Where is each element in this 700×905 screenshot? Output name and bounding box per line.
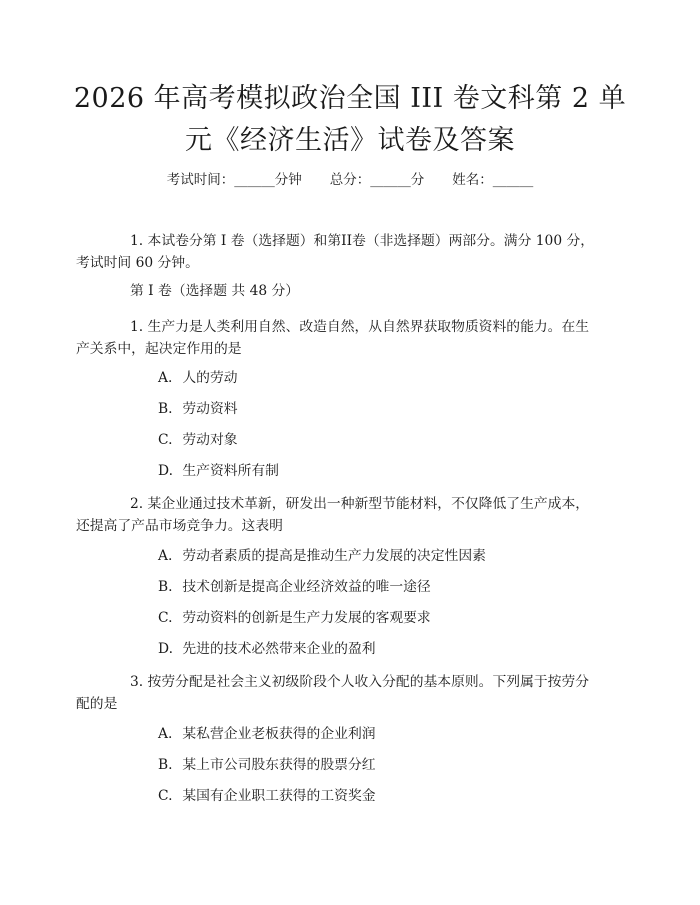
option-letter: C. <box>158 610 173 626</box>
option-letter: B. <box>158 757 173 773</box>
q1-option-d[interactable] <box>158 461 279 481</box>
option-letter: D. <box>158 641 173 657</box>
exam-meta <box>0 168 700 188</box>
question-2-line-1: 2. 某企业通过技术革新，研发出一种新型节能材料，不仅降低了生产成本， <box>130 496 590 512</box>
option-text: 某国有企业职工获得的工资奖金 <box>182 788 376 804</box>
exam-name: 姓名：______ <box>452 172 534 188</box>
instruction-line-1: 1. 本试卷分第 I 卷（选择题）和第II卷（非选择题）两部分。满分 100 分， <box>130 233 595 249</box>
option-text: 劳动者素质的提高是推动生产力发展的决定性因素 <box>182 548 486 564</box>
question-2 <box>76 493 600 537</box>
option-text: 劳动资料 <box>182 401 238 417</box>
question-1 <box>76 316 600 360</box>
exam-score: 总分：______分 <box>329 172 425 188</box>
q2-option-b[interactable] <box>158 577 431 597</box>
title-line-1: 2026 年高考模拟政治全国 III 卷文科第 2 单 <box>73 83 627 114</box>
option-text: 先进的技术必然带来企业的盈利 <box>182 641 376 657</box>
q2-option-c[interactable] <box>158 608 431 628</box>
q3-option-a[interactable] <box>158 724 376 744</box>
question-3 <box>76 671 600 715</box>
q3-option-c[interactable] <box>158 786 376 806</box>
option-letter: A. <box>158 370 173 386</box>
option-text: 技术创新是提高企业经济效益的唯一途径 <box>182 579 431 595</box>
question-3-line-2: 配的是 <box>76 696 118 712</box>
option-text: 某私营企业老板获得的企业利润 <box>182 726 376 742</box>
section-header <box>76 280 600 302</box>
option-letter: C. <box>158 432 173 448</box>
q1-option-a[interactable] <box>158 368 238 388</box>
option-text: 人的劳动 <box>182 370 238 386</box>
option-letter: A. <box>158 548 173 564</box>
q2-option-a[interactable] <box>158 546 486 566</box>
instruction-line-2: 考试时间 60 分钟。 <box>76 255 199 271</box>
option-letter: B. <box>158 579 173 595</box>
question-2-line-2: 还提高了产品市场竞争力。这表明 <box>76 518 283 534</box>
title-line-2: 元《经济生活》试卷及答案 <box>185 125 515 156</box>
q1-option-b[interactable] <box>158 399 238 419</box>
option-text: 生产资料所有制 <box>182 463 279 479</box>
option-letter: C. <box>158 788 173 804</box>
option-letter: B. <box>158 401 173 417</box>
instruction <box>76 230 600 274</box>
option-letter: D. <box>158 463 173 479</box>
option-text: 劳动对象 <box>182 432 238 448</box>
option-text: 某上市公司股东获得的股票分红 <box>182 757 376 773</box>
option-text: 劳动资料的创新是生产力发展的客观要求 <box>182 610 431 626</box>
option-letter: A. <box>158 726 173 742</box>
q2-option-d[interactable] <box>158 639 376 659</box>
question-3-line-1: 3. 按劳分配是社会主义初级阶段个人收入分配的基本原则。下列属于按劳分 <box>130 674 590 690</box>
question-1-line-1: 1. 生产力是人类利用自然、改造自然，从自然界获取物质资料的能力。在生 <box>130 319 590 335</box>
page-title <box>0 78 700 162</box>
q1-option-c[interactable] <box>158 430 238 450</box>
exam-time: 考试时间：______分钟 <box>166 172 302 188</box>
q3-option-b[interactable] <box>158 755 376 775</box>
question-1-line-2: 产关系中，起决定作用的是 <box>76 341 242 357</box>
section-header-text: 第 I 卷（选择题 共 48 分） <box>130 283 300 299</box>
